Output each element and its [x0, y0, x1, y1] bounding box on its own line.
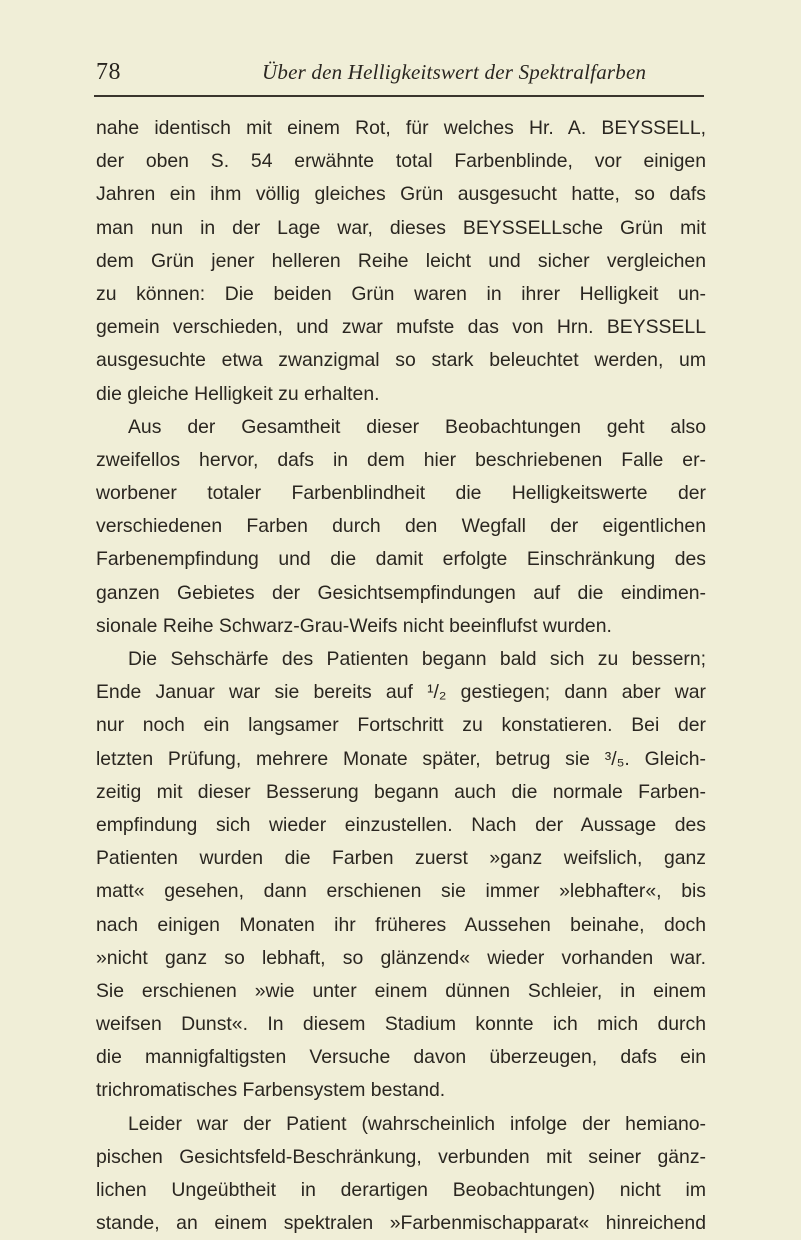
text-line: trichromatisches Farbensystem bestand.	[96, 1079, 446, 1102]
text-line: empfindung sich wieder einzustellen. Nach der Aussage des	[96, 813, 706, 836]
text-line: der oben S. 54 erwähnte total Farbenblinde, vor einigen	[96, 150, 706, 173]
text-line: worbener totaler Farbenblindheit die Helligkeitswerte der	[96, 482, 706, 505]
text-line: verschiedenen Farben durch den Wegfall der eigentlichen	[96, 515, 706, 538]
text-line: nur noch ein langsamer Fortschritt zu konstatieren. Bei der	[96, 714, 706, 737]
text-line: letzten Prüfung, mehrere Monate später, betrug sie ³/₅. Gleich-	[96, 747, 706, 770]
text-line: nahe identisch mit einem Rot, für welches Hr. A. BEYSSELL,	[96, 117, 706, 139]
text-line: weifsen Dunst«. In diesem Stadium konnte ich mich durch	[96, 1013, 706, 1036]
text-line: pischen Gesichtsfeld-Beschränkung, verbunden mit seiner gänz-	[96, 1145, 706, 1168]
text-line: lichen Ungeübtheit in derartigen Beobachtungen) nicht im	[96, 1179, 706, 1201]
text-line: zu können: Die beiden Grün waren in ihrer Helligkeit un-	[96, 282, 706, 305]
header-rule	[94, 95, 704, 97]
body-text	[96, 112, 706, 1240]
text-line: Jahren ein ihm völlig gleiches Grün ausgesucht hatte, so dafs	[96, 183, 706, 206]
text-line: sionale Reihe Schwarz-Grau-Weifs nicht beeinflufst wurden.	[96, 614, 612, 637]
text-line: Sie erschienen »wie unter einem dünnen Schleier, in einem	[96, 979, 706, 1002]
text-line: Aus der Gesamtheit dieser Beobachtungen geht also	[128, 415, 706, 438]
text-line: nach einigen Monaten ihr früheres Aussehen beinahe, doch	[96, 913, 706, 936]
text-line: Leider war der Patient (wahrscheinlich infolge der hemiano-	[128, 1112, 706, 1135]
text-line: die mannigfaltigsten Versuche davon überzeugen, dafs ein	[96, 1046, 706, 1069]
text-line: die gleiche Helligkeit zu erhalten.	[96, 382, 380, 405]
text-line: »nicht ganz so lebhaft, so glänzend« wieder vorhanden war.	[96, 946, 706, 969]
text-line: stande, an einem spektralen »Farbenmischapparat« hinreichend	[96, 1212, 706, 1235]
text-line: gemein verschieden, und zwar mufste das von Hrn. BEYSSELL	[96, 316, 706, 339]
text-line: Patienten wurden die Farben zuerst »ganz weifslich, ganz	[96, 847, 706, 870]
text-line: zeitig mit dieser Besserung begann auch die normale Farben-	[96, 780, 706, 803]
page-number: 78	[96, 59, 121, 85]
text-line: Ende Januar war sie bereits auf ¹/₂ gestiegen; dann aber war	[96, 681, 706, 704]
running-head: Über den Helligkeitswert der Spektralfarben	[262, 60, 647, 84]
text-line: Farbenempfindung und die damit erfolgte Einschränkung des	[96, 548, 706, 571]
text-line: Die Sehschärfe des Patienten begann bald sich zu bessern;	[128, 648, 706, 670]
text-line: ganzen Gebietes der Gesichtsempfindungen auf die eindimen-	[96, 581, 706, 604]
text-line: dem Grün jener helleren Reihe leicht und sicher vergleichen	[96, 249, 706, 272]
text-line: zweifellos hervor, dafs in dem hier beschriebenen Falle er-	[96, 448, 706, 471]
text-line: man nun in der Lage war, dieses BEYSSELLsche Grün mit	[96, 216, 706, 239]
text-line: ausgesuchte etwa zwanzigmal so stark beleuchtet werden, um	[96, 349, 706, 372]
text-line: matt« gesehen, dann erschienen sie immer »lebhafter«, bis	[96, 880, 706, 903]
